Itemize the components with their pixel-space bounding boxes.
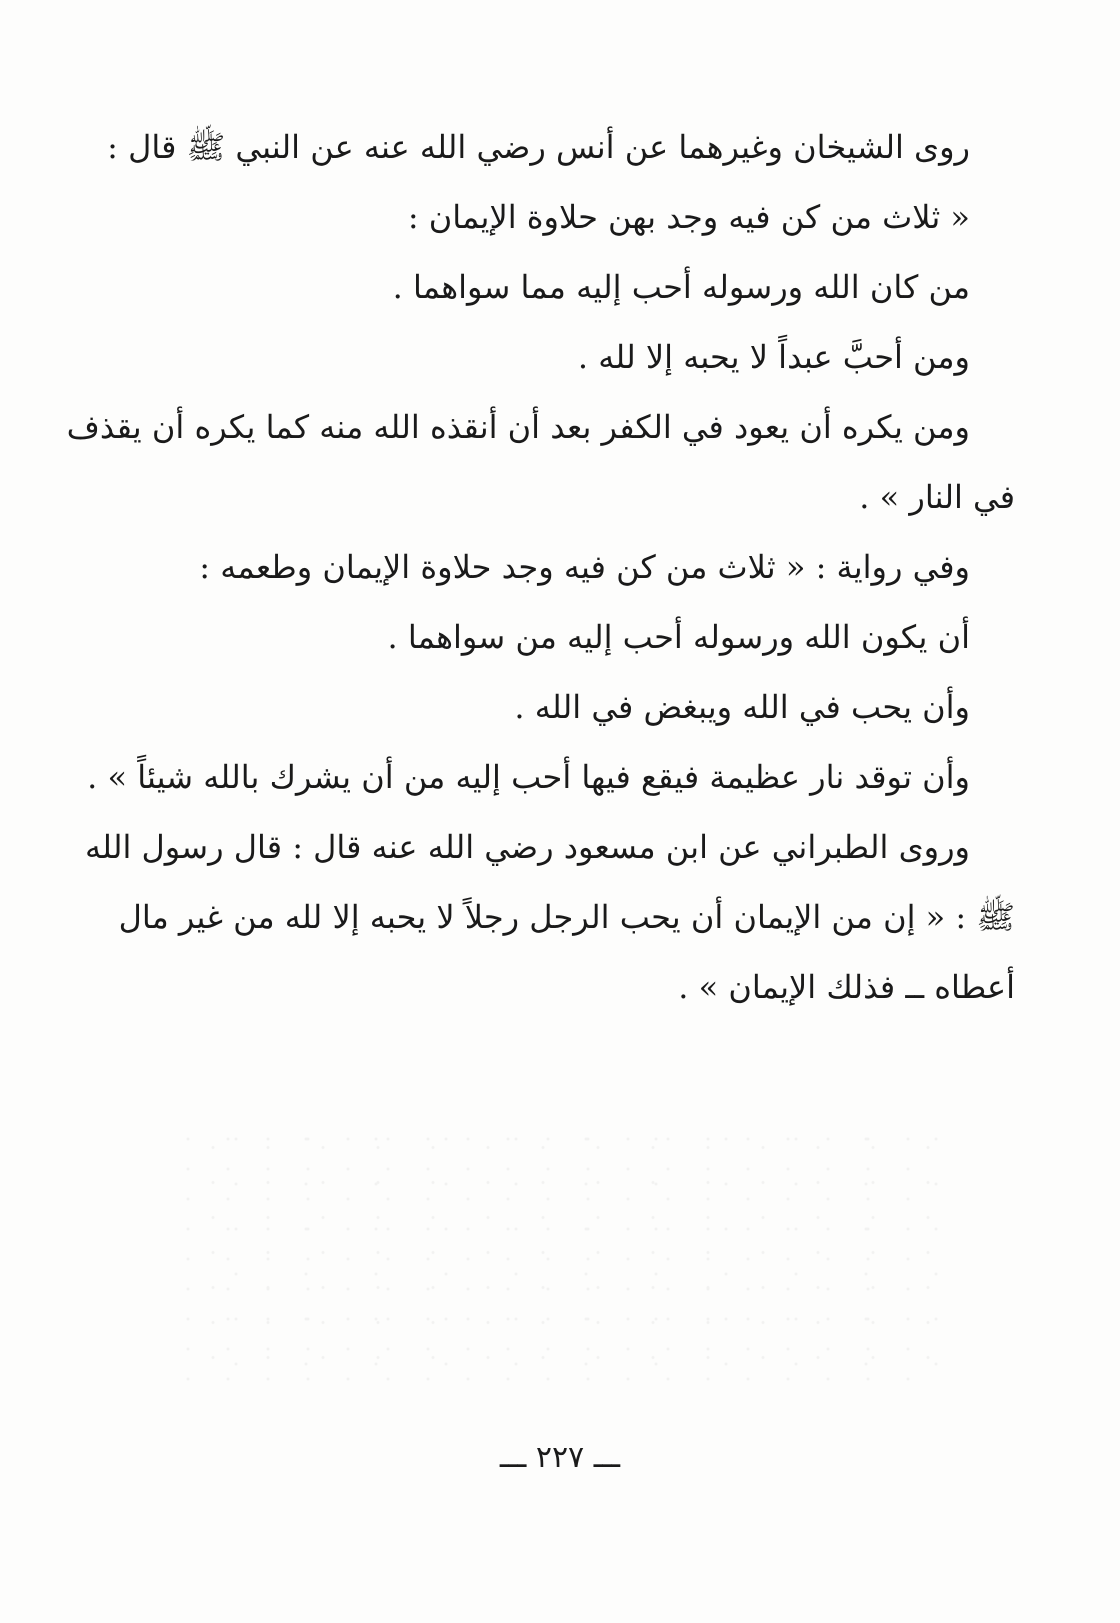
text-line: وروى الطبراني عن ابن مسعود رضي الله عنه قال : قال رسول الله bbox=[84, 828, 970, 866]
scan-noise bbox=[180, 1130, 940, 1390]
text-line: أن يكون الله ورسوله أحب إليه من سواهما . bbox=[387, 618, 970, 656]
text-line: ومن يكره أن يعود في الكفر بعد أن أنقذه الله منه كما يكره أن يقذف bbox=[66, 408, 970, 446]
text-line: وأن توقد نار عظيمة فيقع فيها أحب إليه من أن يشرك بالله شيئاً » . bbox=[87, 758, 970, 796]
text-line: « ثلاث من كن فيه وجد بهن حلاوة الإيمان : bbox=[407, 198, 970, 236]
text-line: وأن يحب في الله ويبغض في الله . bbox=[514, 688, 970, 726]
text-line: وفي رواية : « ثلاث من كن فيه وجد حلاوة الإيمان وطعمه : bbox=[199, 548, 970, 586]
text-line: من كان الله ورسوله أحب إليه مما سواهما . bbox=[392, 268, 970, 306]
text-line: روى الشيخان وغيرهما عن أنس رضي الله عنه عن النبي ﷺ قال : bbox=[107, 128, 970, 166]
text-line: ﷺ : « إن من الإيمان أن يحب الرجل رجلاً لا يحبه إلا لله من غير مال bbox=[118, 898, 1015, 936]
page-number: ـــ ٢٢٧ ـــ bbox=[499, 1440, 621, 1475]
text-line: أعطاه ــ فذلك الإيمان » . bbox=[678, 968, 1015, 1006]
text-line: في النار » . bbox=[859, 478, 1015, 516]
text-line: ومن أحبَّ عبداً لا يحبه إلا لله . bbox=[577, 338, 970, 376]
body-text bbox=[66, 112, 1015, 1022]
